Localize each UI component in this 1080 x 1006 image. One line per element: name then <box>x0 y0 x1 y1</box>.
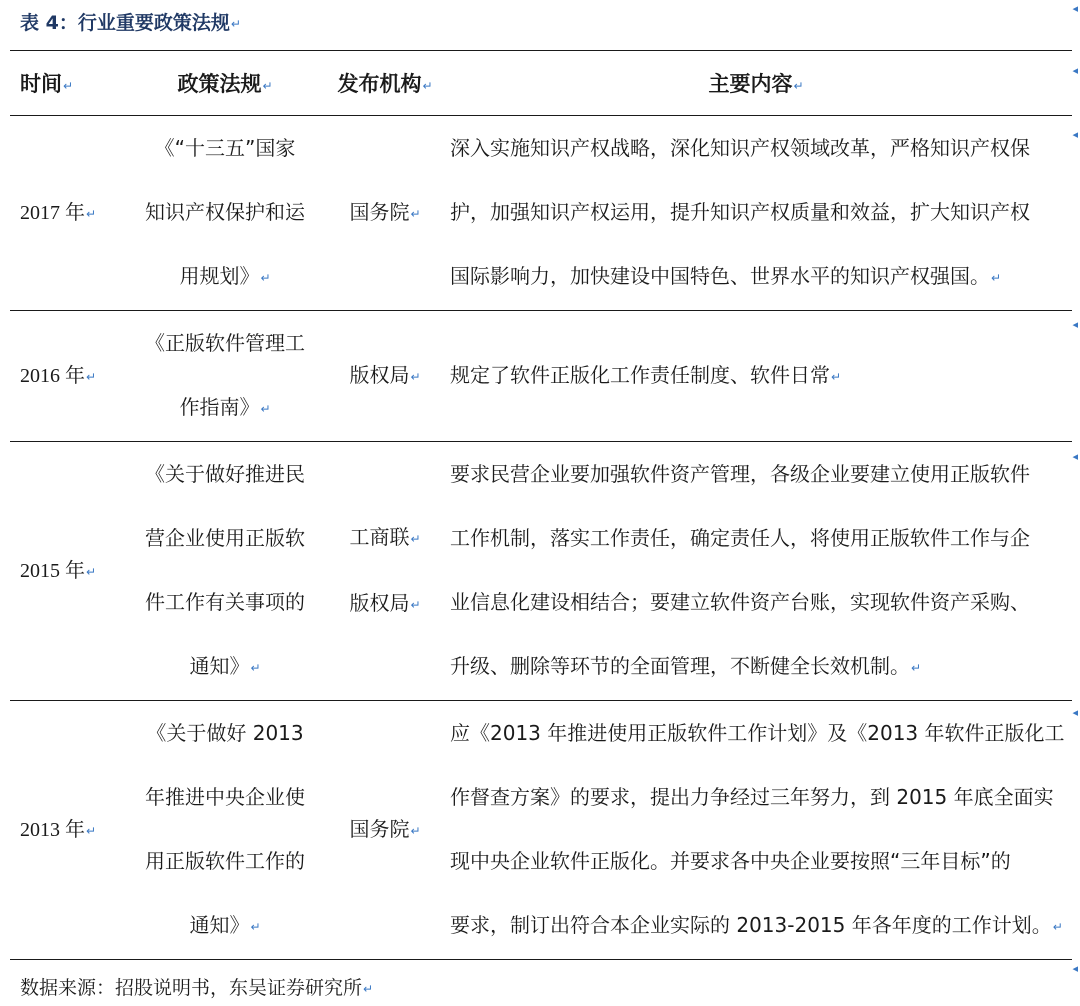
policy-line: 营企业使用正版软 <box>145 526 305 550</box>
cell-time: 2013 年↵ <box>10 701 120 960</box>
margin-marker-icon: ◂ <box>1072 962 1078 975</box>
paragraph-mark-icon: ↵ <box>991 271 1002 285</box>
policy-line: 用正版软件工作的 <box>145 849 305 873</box>
header-time: 时间↵ <box>10 51 120 116</box>
table-caption <box>20 8 241 38</box>
table-body <box>10 116 1072 960</box>
policy-line: 知识产权保护和运 <box>145 200 305 224</box>
issuer-line: 工商联↵ <box>349 525 421 549</box>
margin-marker-icon: ◂ <box>1072 450 1078 463</box>
paragraph-mark-icon: ↵ <box>410 598 421 612</box>
content-line: 要求，制订出符合本企业实际的 2013-2015 年各年度的工作计划。↵ <box>450 913 1063 937</box>
cell-content <box>440 311 1072 442</box>
content-line: 工作机制，落实工作责任，确定责任人，将使用正版软件工作与企 <box>450 526 1030 550</box>
paragraph-mark-icon: ↵ <box>250 920 261 934</box>
content-line: 规定了软件正版化工作责任制度、软件日常↵ <box>450 363 842 387</box>
issuer-line: 版权局↵ <box>349 591 421 615</box>
policy-line: 《“十三五”国家 <box>154 136 296 160</box>
cell-time: 2017 年↵ <box>10 116 120 311</box>
paragraph-mark-icon: ↵ <box>260 271 271 285</box>
table-row <box>10 116 1072 311</box>
paragraph-mark-icon: ↵ <box>410 207 421 221</box>
cell-content <box>440 116 1072 311</box>
cell-policy <box>120 311 330 442</box>
policy-line: 《关于做好 2013 <box>146 721 304 745</box>
header-policy: 政策法规↵ <box>120 51 330 116</box>
paragraph-mark-icon: ↵ <box>1052 920 1063 934</box>
cell-policy <box>120 701 330 960</box>
margin-marker-icon: ◂ <box>1072 64 1078 77</box>
content-line: 护，加强知识产权运用，提升知识产权质量和效益，扩大知识产权 <box>450 200 1030 224</box>
paragraph-mark-icon: ↵ <box>63 79 74 93</box>
data-source-text: 数据来源：招股说明书，东吴证券研究所 <box>20 977 363 999</box>
cell-time: 2016 年↵ <box>10 311 120 442</box>
paragraph-mark-icon: ↵ <box>410 532 421 546</box>
table-row <box>10 701 1072 960</box>
paragraph-mark-icon: ↵ <box>410 824 421 838</box>
paragraph-mark-icon: ↵ <box>250 661 261 675</box>
cell-content <box>440 701 1072 960</box>
paragraph-mark-icon: ↵ <box>422 79 433 93</box>
cell-issuer <box>330 442 440 701</box>
paragraph-mark-icon: ↵ <box>230 17 241 31</box>
policy-line: 《关于做好推进民 <box>145 462 305 486</box>
content-line: 升级、删除等环节的全面管理，不断健全长效机制。↵ <box>450 654 922 678</box>
header-issuer: 发布机构↵ <box>330 51 440 116</box>
content-line: 业信息化建设相结合；要建立软件资产台账，实现软件资产采购、 <box>450 590 1030 614</box>
paragraph-mark-icon: ↵ <box>911 661 922 675</box>
paragraph-mark-icon: ↵ <box>363 982 374 996</box>
content-line: 应《2013 年推进使用正版软件工作计划》及《2013 年软件正版化工 <box>450 721 1065 745</box>
policy-line: 通知》↵ <box>189 654 261 678</box>
content-line: 要求民营企业要加强软件资产管理，各级企业要建立使用正版软件 <box>450 462 1030 486</box>
paragraph-mark-icon: ↵ <box>86 565 97 579</box>
data-source-note <box>20 972 373 1004</box>
content-line: 现中央企业软件正版化。并要求各中央企业要按照“三年目标”的 <box>450 849 1011 873</box>
policy-line: 通知》↵ <box>189 913 261 937</box>
paragraph-mark-icon: ↵ <box>260 402 271 416</box>
table-row <box>10 311 1072 442</box>
paragraph-mark-icon: ↵ <box>831 370 842 384</box>
paragraph-mark-icon: ↵ <box>86 370 97 384</box>
margin-marker-icon: ◂ <box>1072 128 1078 141</box>
policy-line: 年推进中央企业使 <box>145 785 305 809</box>
cell-content <box>440 442 1072 701</box>
cell-policy <box>120 116 330 311</box>
header-content: 主要内容↵ <box>440 51 1072 116</box>
policy-table <box>10 50 1072 960</box>
paragraph-mark-icon: ↵ <box>86 207 97 221</box>
cell-issuer: 版权局↵ <box>330 311 440 442</box>
policy-line: 作指南》↵ <box>179 395 271 419</box>
table-caption-text: 表 4：行业重要政策法规 <box>20 12 230 34</box>
policy-line: 用规划》↵ <box>179 264 271 288</box>
table-header-row <box>10 51 1072 116</box>
cell-time: 2015 年↵ <box>10 442 120 701</box>
margin-marker-icon: ◂ <box>1072 318 1078 331</box>
content-line: 作督查方案》的要求，提出力争经过三年努力，到 2015 年底全面实 <box>450 785 1054 809</box>
margin-marker-icon: ◂ <box>1072 706 1078 719</box>
policy-line: 件工作有关事项的 <box>145 590 305 614</box>
cell-issuer: 国务院↵ <box>330 701 440 960</box>
paragraph-mark-icon: ↵ <box>262 79 273 93</box>
content-line: 国际影响力，加快建设中国特色、世界水平的知识产权强国。↵ <box>450 264 1002 288</box>
paragraph-mark-icon: ↵ <box>86 824 97 838</box>
policy-line: 《正版软件管理工 <box>145 331 305 355</box>
margin-marker-icon: ◂ <box>1072 2 1078 15</box>
cell-policy <box>120 442 330 701</box>
table-row <box>10 442 1072 701</box>
paragraph-mark-icon: ↵ <box>410 370 421 384</box>
content-line: 深入实施知识产权战略，深化知识产权领域改革，严格知识产权保 <box>450 136 1030 160</box>
paragraph-mark-icon: ↵ <box>793 79 804 93</box>
cell-issuer: 国务院↵ <box>330 116 440 311</box>
